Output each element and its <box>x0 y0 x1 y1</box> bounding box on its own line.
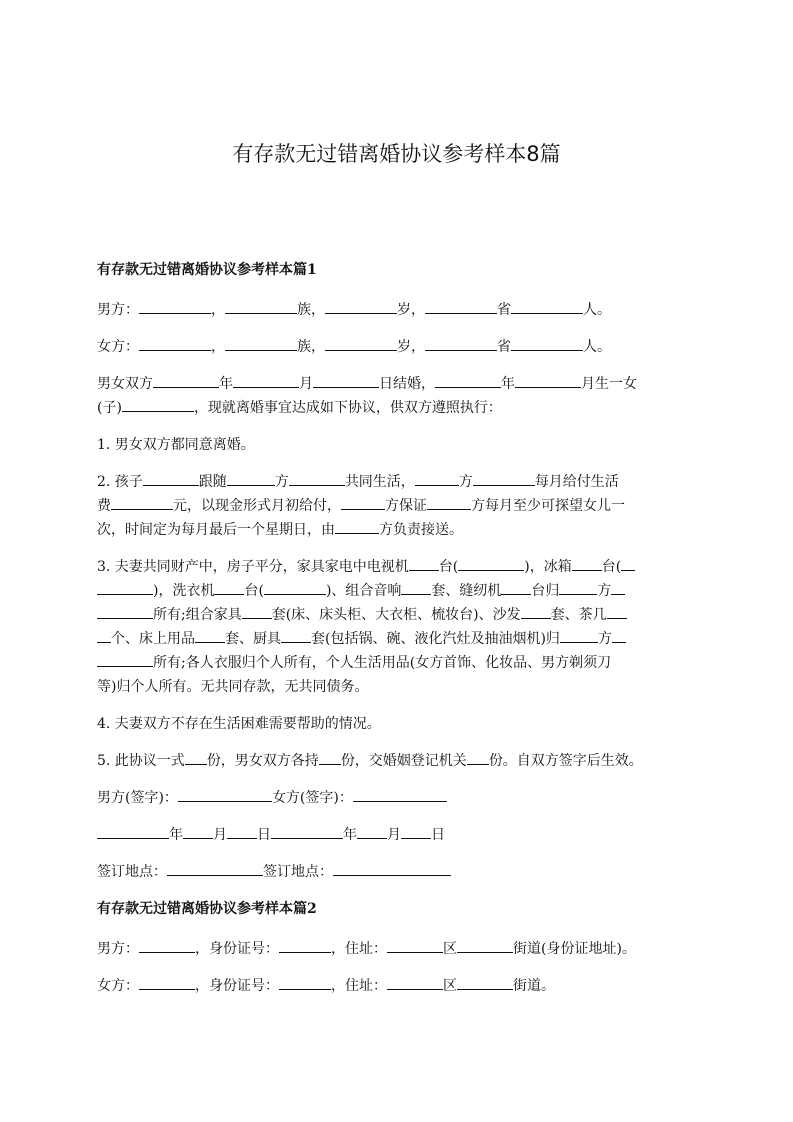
blank-field <box>425 336 497 351</box>
blank-field <box>333 861 451 876</box>
man-info-line: 男方： ， 族， 岁， 省 人。 <box>97 298 697 322</box>
blank-field <box>425 299 497 314</box>
document-title: 有存款无过错离婚协议参考样本8篇 <box>232 142 561 166</box>
blank-field <box>335 519 379 534</box>
blank-field <box>415 471 459 486</box>
blank-field <box>122 397 194 412</box>
blank-field <box>225 336 297 351</box>
blank-field <box>264 580 326 595</box>
date-line: 年 月 日 年 月 日 <box>97 823 697 847</box>
blank-field <box>214 580 244 595</box>
blank-field <box>195 628 225 643</box>
blank-field <box>401 580 431 595</box>
blank-field <box>139 975 195 990</box>
blank-field <box>458 556 524 571</box>
document-body <box>97 258 697 998</box>
item-2: 2. 孩子 跟随 方 共同生活， 方 每月给付生活 费 元，以现金形式月初给付， 方保证 方每月至少可探望女儿一 次，时间定为每月最后一个星期日，由 方负责接送。 <box>97 470 697 542</box>
blank-field <box>401 824 431 839</box>
man-id-line: 男方： ，身份证号： ，住址： 区 街道(身份证地址)。 <box>97 937 697 961</box>
blank-field <box>511 299 583 314</box>
blank-field <box>111 495 173 510</box>
blank-field <box>313 373 379 388</box>
blank-field <box>325 299 397 314</box>
blank-field <box>139 299 211 314</box>
item-1: 1. 男女双方都同意离婚。 <box>97 437 255 453</box>
item-3: 3. 夫妻共同财产中，房子平分，家具家电中电视机 台( )，冰箱 台( )，洗衣机 台( )、组合音响 套、缝纫机 台归 方 所有;组合家具 套(床、床头柜、大衣柜、梳妆台)、沙发 套、茶几 个、床上用品 套、厨具 套(包括锅、碗、液化汽灶及抽油烟机)归 方 所有;各人衣服归个人所有，个人生活用品(女方首饰、化妆品、男方剃须刀 等)归个人所有。无共同存款，无共同债务。 <box>97 555 697 699</box>
blank-field <box>521 604 551 619</box>
man-signature-field <box>178 787 272 802</box>
woman-info-line: 女方： ， 族， 岁， 省 人。 <box>97 335 697 359</box>
blank-field <box>319 750 341 765</box>
blank-field <box>97 580 153 595</box>
blank-field <box>139 336 211 351</box>
blank-field <box>167 861 263 876</box>
blank-field <box>97 604 153 619</box>
signing-place-line: 签订地点： 签订地点： <box>97 860 697 884</box>
blank-field <box>457 938 513 953</box>
blank-field <box>281 628 311 643</box>
blank-field <box>612 628 626 643</box>
blank-field <box>153 373 219 388</box>
blank-field <box>233 373 299 388</box>
blank-field <box>97 628 111 643</box>
blank-field <box>279 938 331 953</box>
blank-field <box>611 580 625 595</box>
blank-field <box>409 556 439 571</box>
blank-field <box>271 824 343 839</box>
blank-field <box>227 471 275 486</box>
blank-field <box>501 580 531 595</box>
blank-field <box>559 580 597 595</box>
blank-field <box>572 556 602 571</box>
blank-field <box>227 824 257 839</box>
blank-field <box>97 824 169 839</box>
blank-field <box>225 299 297 314</box>
blank-field <box>183 824 213 839</box>
blank-field <box>325 336 397 351</box>
blank-field <box>139 938 195 953</box>
blank-field <box>621 556 635 571</box>
item-5: 5. 此协议一式 份，男女双方各持 份，交婚姻登记机关 份。自双方签字后生效。 <box>97 749 697 773</box>
blank-field <box>427 495 471 510</box>
blank-field <box>97 652 153 667</box>
woman-id-line: 女方： ，身份证号： ，住址： 区 街道。 <box>97 974 697 998</box>
blank-field <box>515 373 581 388</box>
blank-field <box>473 471 535 486</box>
woman-signature-field <box>353 787 447 802</box>
blank-field <box>467 750 489 765</box>
blank-field <box>279 975 331 990</box>
section-heading-2: 有存款无过错离婚协议参考样本篇2 <box>97 901 317 917</box>
blank-field <box>289 471 345 486</box>
blank-field <box>143 471 199 486</box>
blank-field <box>185 750 207 765</box>
blank-field <box>607 604 627 619</box>
blank-field <box>511 336 583 351</box>
signature-line: 男方(签字)： 女方(签字)： <box>97 786 697 810</box>
marriage-paragraph: 男女双方 年 月 日结婚， 年 月生一女 (子) ，现就离婚事宜达成如下协议，供双方遵照执行： <box>97 372 697 420</box>
blank-field <box>341 495 385 510</box>
blank-field <box>387 975 443 990</box>
blank-field <box>560 628 598 643</box>
item-4: 4. 夫妻双方不存在生活困难需要帮助的情况。 <box>97 716 381 732</box>
section-heading-1: 有存款无过错离婚协议参考样本篇1 <box>97 262 317 278</box>
blank-field <box>387 938 443 953</box>
blank-field <box>357 824 387 839</box>
blank-field <box>435 373 501 388</box>
blank-field <box>457 975 513 990</box>
blank-field <box>242 604 272 619</box>
